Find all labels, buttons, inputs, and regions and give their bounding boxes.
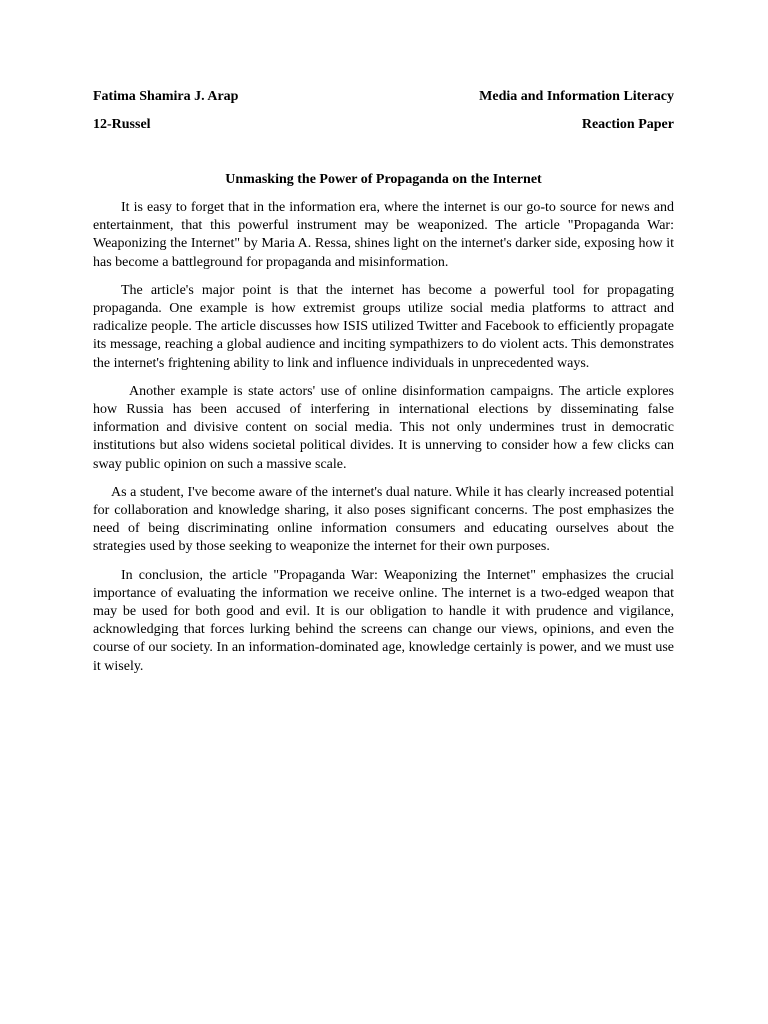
- paragraph-intro: It is easy to forget that in the information era, where the internet is our go-to source for news and entertainment, that this powerful instrument may be weaponized. The article "Propaganda War: Weaponizing the Internet" by Maria A. Ressa, shines light on the internet's darker side, exposing how it has become a battleground for propaganda and misinformation.: [93, 200, 674, 270]
- document-type: Reaction Paper: [581, 117, 674, 132]
- paper-title: Unmasking the Power of Propaganda on the Internet: [225, 172, 542, 187]
- header-row-top: [93, 88, 674, 106]
- section-name: 12-Russel: [93, 117, 151, 132]
- subject-name: Media and Information Literacy: [479, 89, 674, 104]
- paragraph-major-point: The article's major point is that the internet has become a powerful tool for propagating propaganda. One example is how extremist groups utilize social media platforms to attract and radicalize people. The article discusses how ISIS utilized Twitter and Facebook to efficiently propagate its message, reaching a global audience and inciting sympathizers to do violent acts. This demonstrates the internet's frightening ability to link and influence individuals in unprecedented ways.: [93, 282, 674, 371]
- paragraph-student-view: As a student, I've become aware of the internet's dual nature. While it has clearly increased potential for collaboration and knowledge sharing, it also poses significant concerns. The post emphasizes the need of being discriminating online information consumers and educating ourselves about the strategies used by those seeking to weaponize the internet for their own purposes.: [93, 484, 674, 555]
- paragraph-another-example: Another example is state actors' use of online disinformation campaigns. The article explores how Russia has been accused of interfering in international elections by disseminating false information and divisive content on social media. This not only undermines trust in democratic institutions but also widens societal political divides. It is unnerving to consider how a few clicks can sway public opinion on such a massive scale.: [93, 383, 674, 472]
- header-row-bottom: [93, 116, 674, 134]
- paragraph-conclusion: In conclusion, the article "Propaganda War: Weaponizing the Internet" emphasizes the crucial importance of evaluating the information we receive online. The internet is a two-edged weapon that may be used for both good and evil. It is our obligation to handle it with prudence and vigilance, acknowledging that forces lurking behind the screens can change our views, opinions, and even the course of our society. In an information-dominated age, knowledge certainly is power, and we must use it wisely.: [93, 567, 674, 674]
- paper-body: [93, 199, 674, 686]
- author-name: Fatima Shamira J. Arap: [93, 89, 239, 104]
